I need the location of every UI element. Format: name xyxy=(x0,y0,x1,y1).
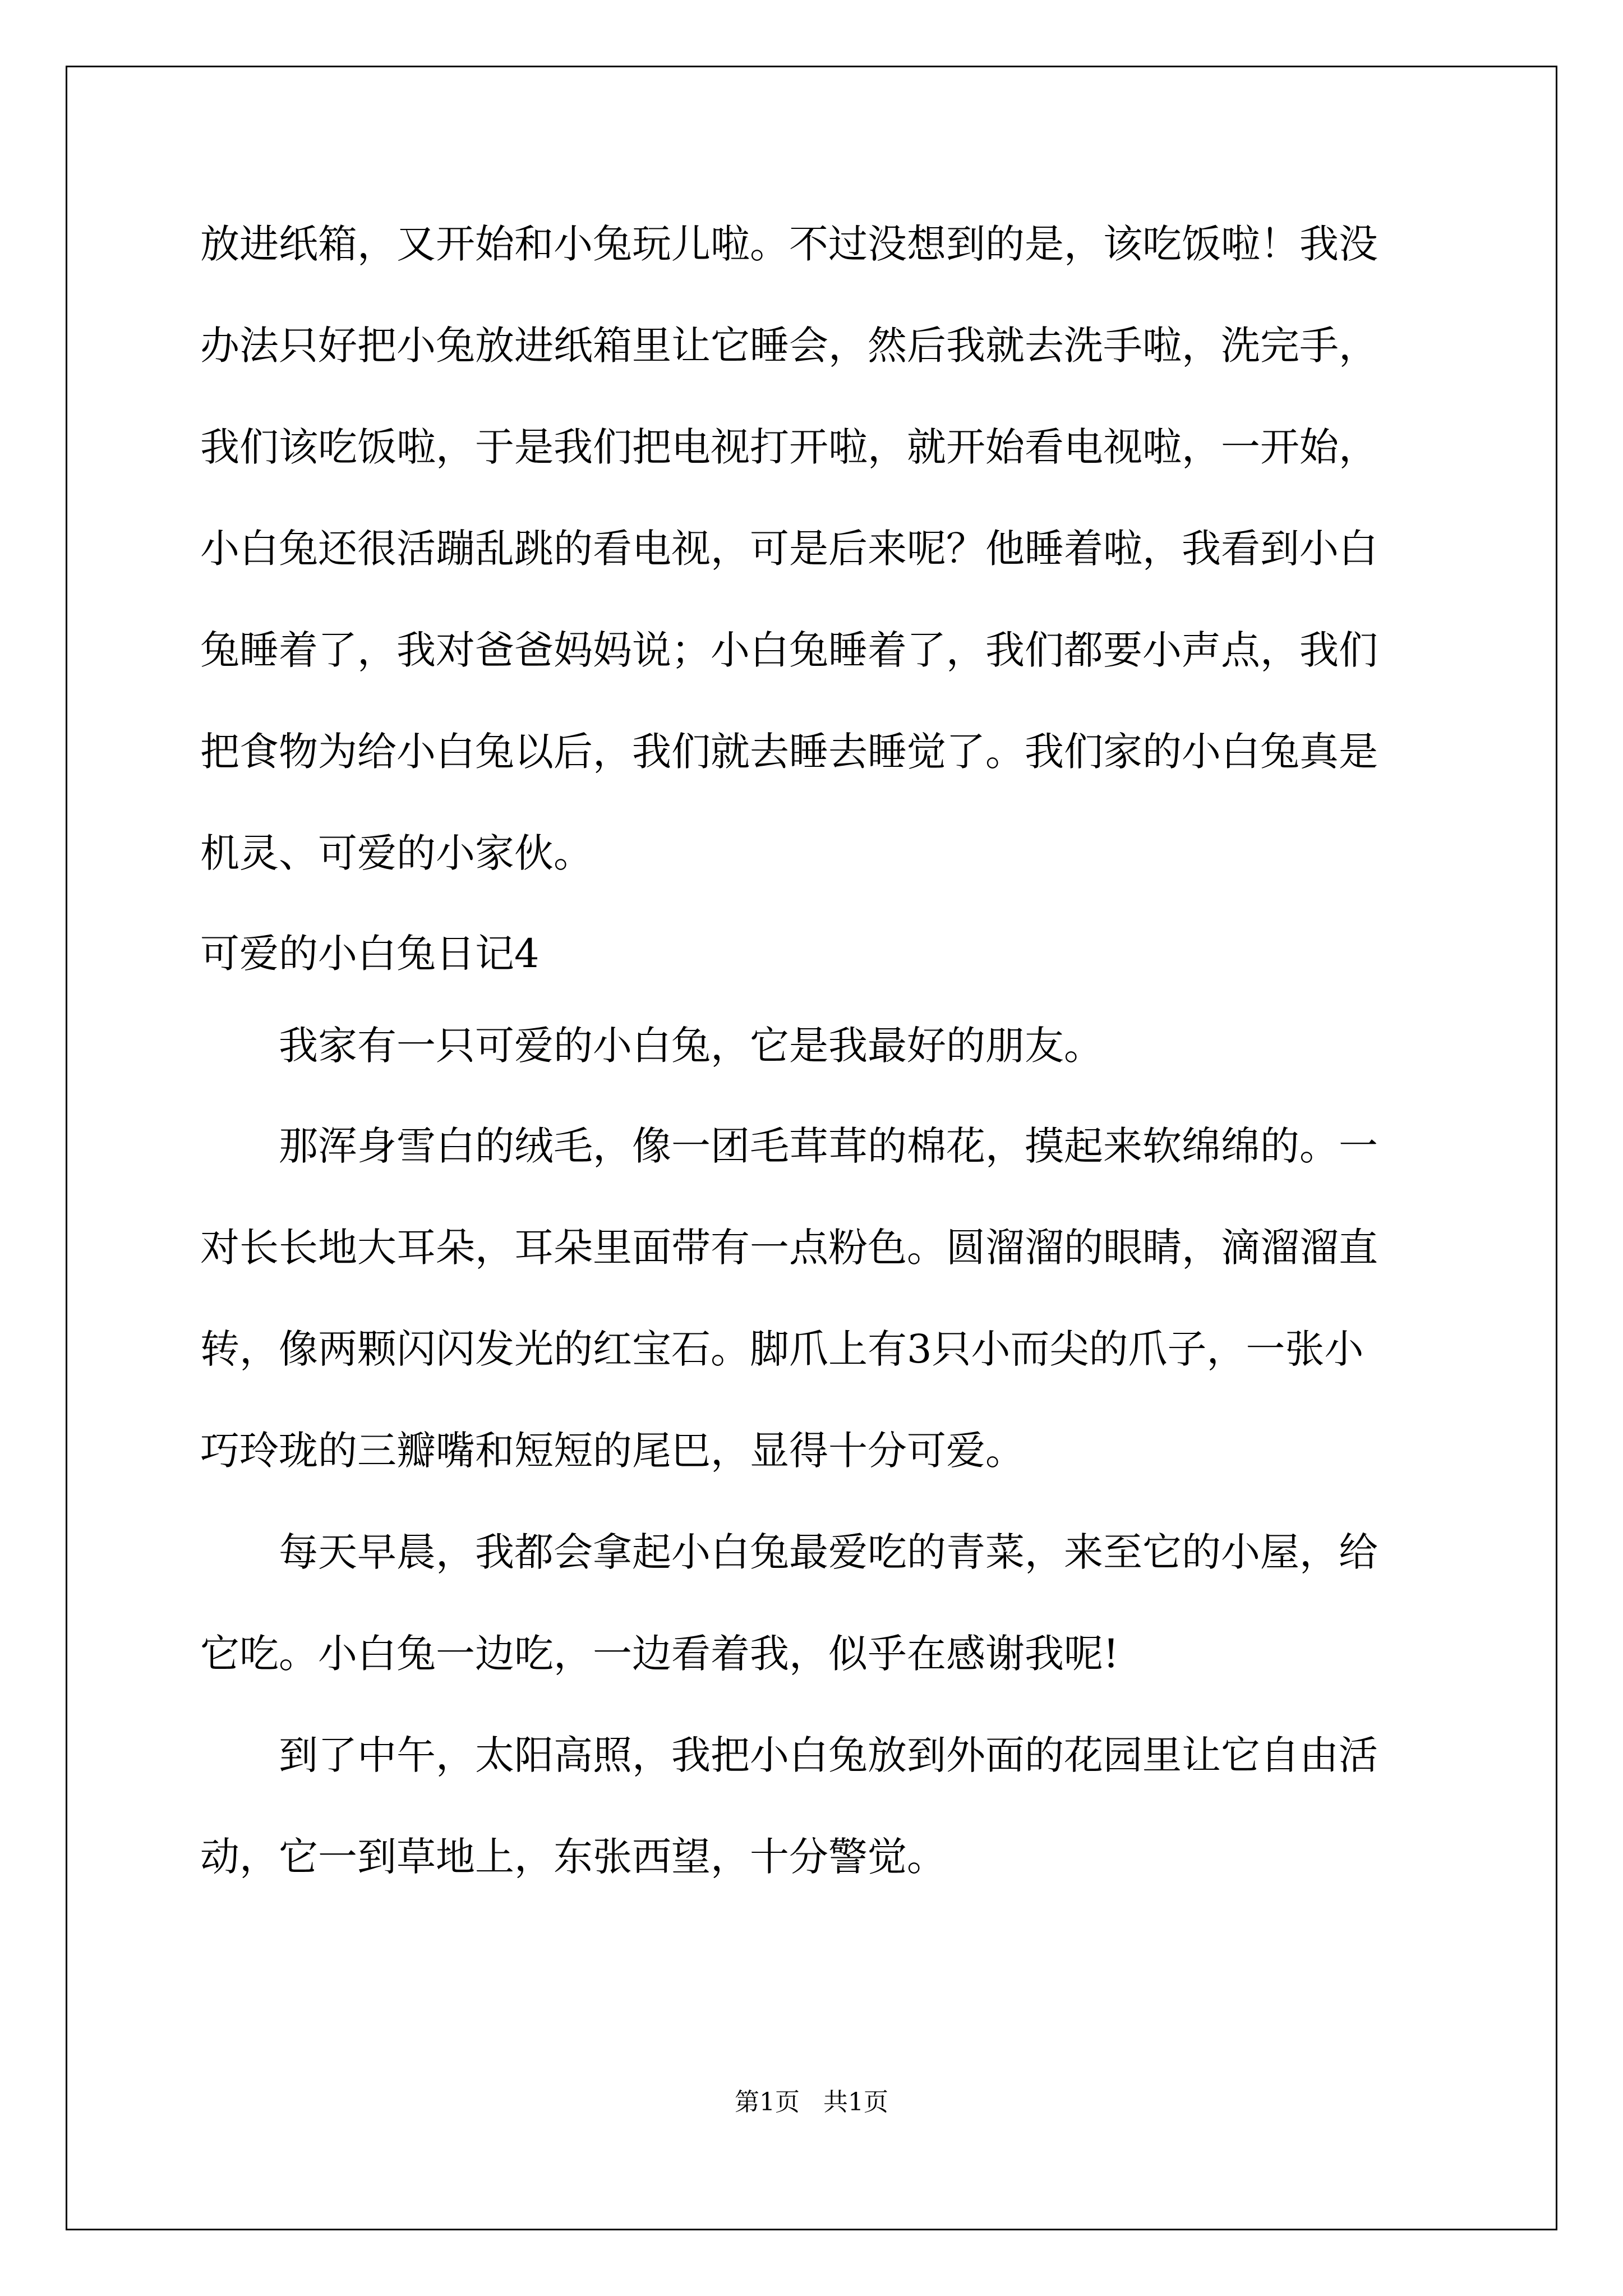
text-line: 小白兔还很活蹦乱跳的看电视，可是后来呢？他睡着啦，我看到小白 xyxy=(200,526,1378,572)
text-line: 巧玲珑的三瓣嘴和短短的尾巴，显得十分可爱。 xyxy=(200,1428,1025,1474)
paragraph-first-line: 每天早晨，我都会拿起小白兔最爱吃的青菜，来至它的小屋，给 xyxy=(279,1529,1378,1575)
text-line: 转，像两颗闪闪发光的红宝石。脚爪上有3只小而尖的爪子，一张小 xyxy=(200,1326,1364,1372)
text-line: 它吃。小白兔一边吃，一边看着我，似乎在感谢我呢! xyxy=(200,1631,1119,1677)
text-line: 动，它一到草地上，东张西望，十分警觉。 xyxy=(200,1834,946,1880)
page-footer: 第1页 共1页 xyxy=(735,2088,888,2116)
text-line: 办法只好把小兔放进纸箱里让它睡会，然后我就去洗手啦，洗完手， xyxy=(200,323,1378,369)
text-line: 对长长地大耳朵，耳朵里面带有一点粉色。圆溜溜的眼睛，滴溜溜直 xyxy=(200,1225,1378,1271)
text-line: 把食物为给小白兔以后，我们就去睡去睡觉了。我们家的小白兔真是 xyxy=(200,729,1378,775)
text-line: 放进纸箱，又开始和小兔玩儿啦。不过没想到的是，该吃饭啦！我没 xyxy=(200,221,1378,267)
text-line: 我们该吃饭啦，于是我们把电视打开啦，就开始看电视啦，一开始， xyxy=(200,424,1378,470)
text-line: 兔睡着了，我对爸爸妈妈说；小白兔睡着了，我们都要小声点，我们 xyxy=(200,627,1378,673)
paragraph-first-line: 到了中午，太阳高照，我把小白兔放到外面的花园里让它自由活 xyxy=(279,1732,1378,1778)
paragraph-first-line: 我家有一只可爱的小白兔，它是我最好的朋友。 xyxy=(279,1023,1103,1069)
text-line: 机灵、可爱的小家伙。 xyxy=(200,830,593,876)
section-heading: 可爱的小白兔日记4 xyxy=(200,931,540,977)
paragraph-first-line: 那浑身雪白的绒毛，像一团毛茸茸的棉花，摸起来软绵绵的。一 xyxy=(279,1123,1378,1169)
